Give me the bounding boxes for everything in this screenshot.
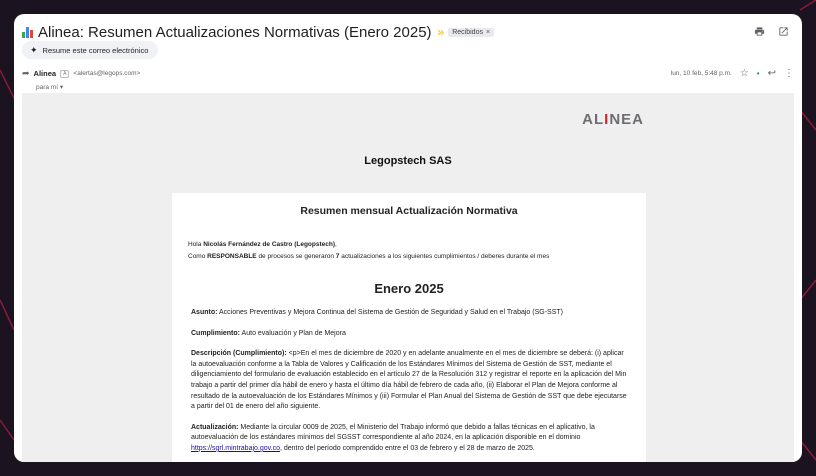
label-chip-inbox[interactable] (448, 28, 494, 37)
email-date: lun, 10 feb, 5:48 p.m. (670, 70, 732, 77)
greeting-prefix: Hola (188, 241, 204, 248)
card-title: Resumen mensual Actualización Normativa (300, 205, 518, 217)
label-chip-text: Recibidos (452, 28, 483, 36)
line2-suffix: actualizaciones a los siguientes cumplimientos / deberes durante el mes (339, 253, 550, 260)
chevron-down-icon: ▾ (59, 84, 64, 91)
cumplimiento-entry (188, 329, 630, 340)
message-meta (671, 68, 794, 79)
logo-suffix: NEA (609, 111, 644, 128)
reply-arrow-icon: ➦ (22, 68, 30, 78)
cumplimiento-label: Cumplimiento: (191, 329, 240, 337)
descripcion-label: Descripción (Cumplimiento): (191, 350, 287, 358)
sender-name[interactable]: Alinea (33, 69, 57, 78)
alinea-logo (582, 111, 644, 128)
greeting (188, 239, 630, 263)
sender-email: <alertas@legops.com> (73, 70, 141, 77)
actualizacion-text: Mediante la circular 0009 de 2025, el Ministerio del Trabajo informó que debido a fallas técnicas en el aplicativo, la autoevaluación de los estándares mínimos del SGSST correspondiente al año 2024, en la aplicación disponible en el dominio (191, 423, 595, 442)
descripcion-entry (188, 349, 630, 413)
actualizacion-entry (188, 423, 630, 455)
asunto-entry (188, 308, 630, 319)
logo-prefix: AL (582, 111, 605, 128)
close-icon[interactable]: × (485, 28, 491, 36)
actualizacion-tail: , dentro del período comprendido entre el 03 de febrero y el 28 de marzo de 2025. (279, 444, 535, 452)
recipient-label: para mí (36, 84, 59, 91)
month-heading: Enero 2025 (374, 281, 444, 296)
importance-chevron-icon[interactable]: » (437, 25, 445, 39)
subject-row (22, 22, 794, 42)
status-dot-icon: • (756, 69, 760, 78)
reply-icon[interactable]: ↩ (767, 68, 776, 79)
descripcion-text: <p>En el mes de diciembre de 2020 y en adelante anualmente en el mes de diciembre se deberá: (i) aplicar la autoevaluación conforme a la Tabla de Valores y Calificación de los Estándares Mínimos del Sistema de Gestión de SST, mediante el diligenciamiento del formulario de evaluación establecido en el artículo 27 de la Resolución 312 y registrar el reporte en la aplicación del Min trabajo a partir del primer día hábil de enero y hasta el último día hábil de febrero de cada año, (ii) Elaborar el Plan de Mejora conforme al resultado de la autoevaluación de los Estándares Mínimos y (iii) Formular el Plan Anual del Sistema de Gestión de SST que debe ejecutarse a partir del 01 de enero del año siguiente. (191, 350, 627, 411)
recipient-toggle[interactable] (22, 83, 794, 91)
sparkle-icon: ✦ (30, 44, 38, 55)
asunto-label: Asunto: (191, 309, 218, 316)
top-actions (752, 24, 790, 38)
bar-chart-icon (22, 26, 34, 38)
email-window (14, 14, 802, 462)
line2-role: RESPONSABLE (207, 253, 257, 260)
open-in-new-icon[interactable] (776, 24, 790, 38)
line2-count: 7 (335, 253, 340, 260)
logo-highlight: I (604, 111, 610, 128)
print-icon[interactable] (752, 24, 766, 38)
email-subject: Alinea: Resumen Actualizaciones Normativas (Enero 2025) (38, 23, 432, 41)
asunto-text: Acciones Preventivas y Mejora Continua del Sistema de Gestión de Seguridad y Salud en el Trabajo (SG-SST) (217, 309, 563, 316)
star-icon[interactable]: ☆ (739, 68, 749, 79)
summarize-label: Resume este correo electrónico (42, 45, 149, 55)
line2-prefix: Como (188, 253, 208, 260)
sender-badge: A (60, 70, 69, 78)
summary-card (172, 193, 646, 462)
greeting-suffix: , (335, 241, 337, 248)
actualizacion-label: Actualización: (191, 423, 239, 431)
mintrabajo-link[interactable]: https://sgrl.mintrabajo.gov.co (191, 444, 280, 452)
company-name: Legopstech SAS (364, 155, 452, 167)
line2-mid: de procesos se generaron (256, 253, 336, 260)
summarize-button[interactable] (22, 41, 158, 59)
more-vert-icon[interactable]: ⋮ (784, 68, 794, 79)
cumplimiento-text: Auto evaluación y Plan de Mejora (240, 329, 346, 337)
email-body (22, 93, 794, 462)
greeting-name: Nicolás Fernández de Castro (Legopstech) (203, 241, 336, 248)
sender-row (22, 68, 794, 94)
